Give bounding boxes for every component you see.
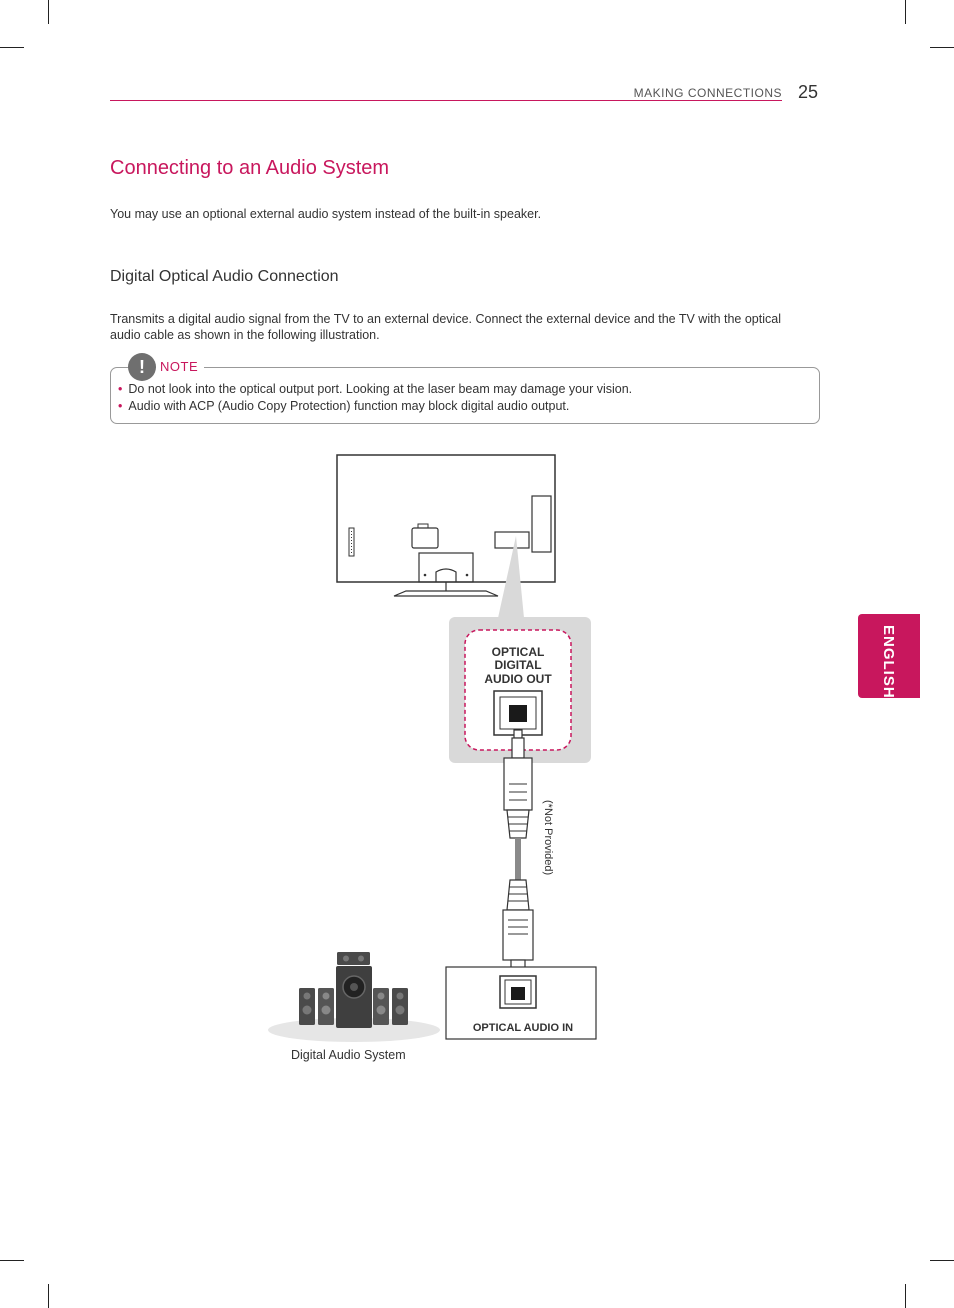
bullet-icon: • (118, 399, 123, 413)
warning-icon: ! (128, 353, 156, 381)
speaker-system-icon (268, 952, 440, 1042)
tv-back-illustration (337, 455, 555, 596)
tv-port-label-line1: OPTICAL (491, 645, 545, 659)
note-label: NOTE (156, 359, 204, 374)
page-number: 25 (798, 82, 819, 102)
language-tab-label: ENGLISH (880, 625, 897, 699)
section-title: MAKING CONNECTIONS (633, 86, 782, 100)
note-item-text: Do not look into the optical output port. Looking at the laser beam may damage your vision. (128, 382, 633, 396)
page-title: Connecting to an Audio System (110, 157, 390, 179)
tv-port-label-line2: DIGITAL (494, 658, 542, 672)
optical-in-port-opening (511, 987, 525, 1000)
not-provided-note: (*Not Provided) (542, 800, 554, 876)
intro-text: You may use an optional external audio system instead of the built-in speaker. (110, 207, 542, 221)
note-item-text: Audio with ACP (Audio Copy Protection) function may block digital audio output. (128, 399, 570, 413)
optical-out-port-opening (509, 705, 527, 722)
bullet-icon: • (118, 382, 123, 396)
subsection-body: Transmits a digital audio signal from the TV to an external device. Connect the external device and the TV with the optical audio cable as shown in the following illustration. (110, 312, 781, 342)
device-port-label: OPTICAL AUDIO IN (472, 1022, 574, 1034)
tv-port-label-line3: AUDIO OUT (484, 672, 552, 686)
subsection-title: Digital Optical Audio Connection (110, 268, 339, 285)
device-caption: Digital Audio System (291, 1048, 406, 1062)
optical-cable (503, 730, 533, 978)
